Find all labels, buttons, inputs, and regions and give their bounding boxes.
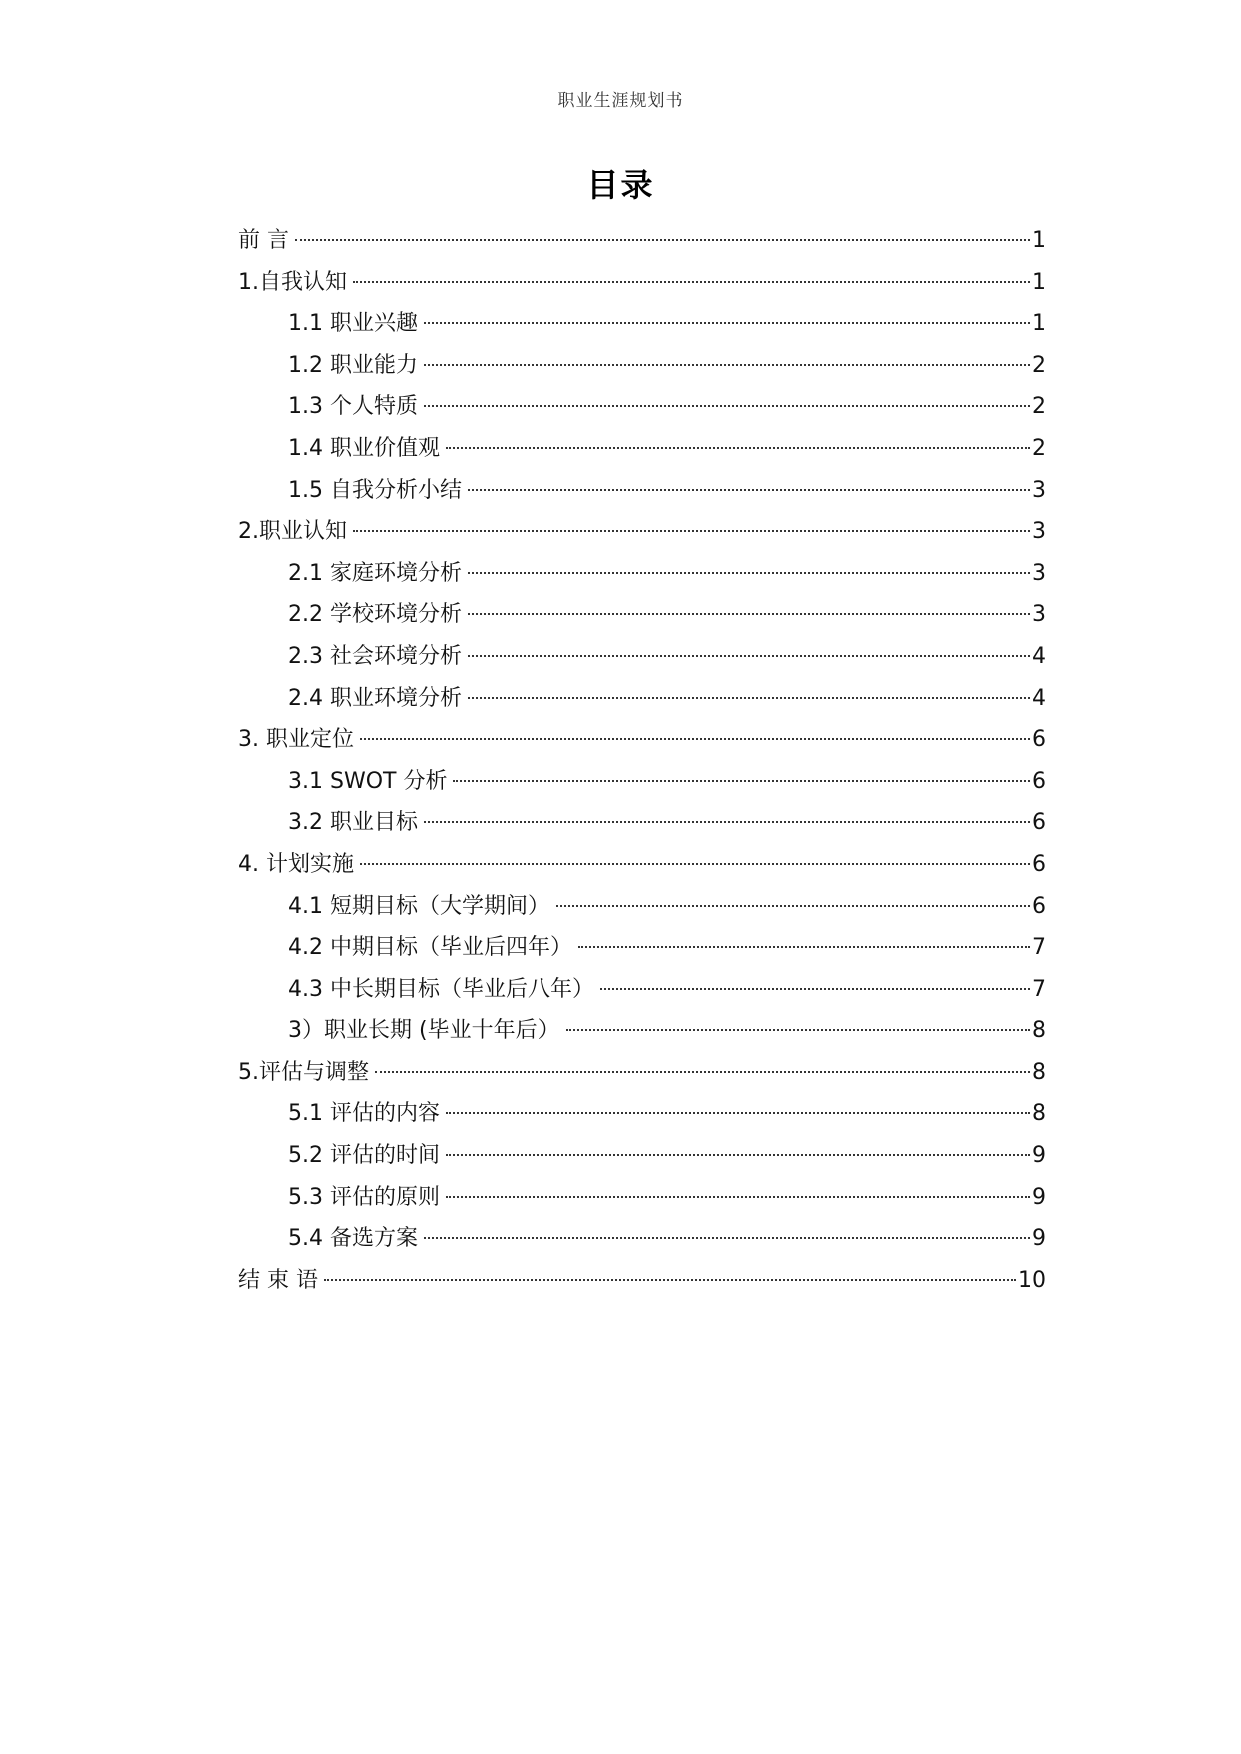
toc-entry-label: 4.3 中长期目标（毕业后八年） (288, 976, 594, 1002)
toc-entry-label: 1.2 职业能力 (288, 352, 418, 378)
toc-dot-leader (353, 530, 1030, 532)
toc-page-number: 8 (1032, 1018, 1046, 1044)
toc-dot-leader (360, 863, 1030, 865)
toc-entry-label: 4.2 中期目标（毕业后四年） (288, 935, 572, 961)
toc-page-number: 8 (1032, 1059, 1046, 1085)
toc-page-number: 1 (1032, 269, 1046, 295)
toc-entry[interactable] (238, 1135, 1046, 1177)
toc-entry-label: 2.3 社会环境分析 (288, 643, 462, 669)
toc-entry-label: 3）职业长期 (毕业十年后） (288, 1018, 560, 1044)
toc-dot-leader (324, 1279, 1016, 1281)
toc-entry[interactable] (238, 927, 1046, 969)
toc-dot-leader (446, 1196, 1030, 1198)
toc-dot-leader (468, 572, 1030, 574)
toc-page-number: 9 (1032, 1143, 1046, 1169)
toc-page-number: 1 (1032, 311, 1046, 337)
toc-page-number: 6 (1032, 893, 1046, 919)
toc-entry[interactable] (238, 511, 1046, 553)
toc-page-number: 1 (1032, 228, 1046, 253)
toc-entry-label: 3. 职业定位 (238, 727, 354, 753)
toc-entry[interactable] (238, 844, 1046, 886)
toc-dot-leader (578, 946, 1030, 948)
toc-dot-leader (453, 780, 1030, 782)
toc-dot-leader (424, 1237, 1030, 1239)
toc-entry-label: 1.1 职业兴趣 (288, 311, 418, 337)
toc-entry-label: 3.1 SWOT 分析 (288, 768, 448, 794)
toc-dot-leader (468, 489, 1030, 491)
toc-dot-leader (468, 613, 1030, 615)
toc-entry-label: 2.4 职业环境分析 (288, 685, 462, 711)
toc-entry[interactable] (238, 386, 1046, 428)
toc-dot-leader (446, 1112, 1030, 1114)
toc-page-number: 6 (1032, 727, 1046, 753)
toc-dot-leader (295, 239, 1030, 241)
table-of-contents (238, 220, 1046, 1301)
toc-entry[interactable] (238, 969, 1046, 1011)
toc-entry[interactable] (238, 1177, 1046, 1219)
toc-page-number: 4 (1032, 685, 1046, 711)
toc-dot-leader (424, 821, 1030, 823)
toc-entry-label: 4. 计划实施 (238, 851, 354, 877)
toc-page-number: 8 (1032, 1101, 1046, 1127)
toc-page-number: 2 (1032, 394, 1046, 420)
toc-entry[interactable] (238, 345, 1046, 387)
toc-entry[interactable] (238, 1010, 1046, 1052)
running-header: 职业生涯规划书 (557, 91, 684, 111)
toc-entry-label: 前 言 (238, 228, 289, 253)
toc-entry-label: 1.自我认知 (238, 269, 347, 295)
toc-entry-label: 2.1 家庭环境分析 (288, 560, 462, 586)
toc-entry[interactable] (238, 886, 1046, 928)
toc-page-number: 7 (1032, 976, 1046, 1002)
toc-page-number: 6 (1032, 768, 1046, 794)
toc-dot-leader (360, 738, 1030, 740)
toc-page-number: 3 (1032, 477, 1046, 503)
toc-page-number: 9 (1032, 1226, 1046, 1252)
toc-page-number: 3 (1032, 519, 1046, 545)
toc-dot-leader (446, 447, 1030, 449)
toc-entry[interactable] (238, 1218, 1046, 1260)
toc-entry-label: 2.2 学校环境分析 (288, 602, 462, 628)
toc-page-number: 9 (1032, 1184, 1046, 1210)
toc-page-number: 6 (1032, 851, 1046, 877)
toc-entry[interactable] (238, 1093, 1046, 1135)
toc-dot-leader (424, 364, 1030, 366)
toc-entry[interactable] (238, 678, 1046, 720)
toc-dot-leader (556, 905, 1030, 907)
toc-entry-label: 4.1 短期目标（大学期间） (288, 893, 550, 919)
toc-entry-label: 结 束 语 (238, 1267, 318, 1293)
toc-dot-leader (375, 1071, 1030, 1073)
toc-entry[interactable] (238, 262, 1046, 304)
toc-dot-leader (424, 405, 1030, 407)
toc-title: 目录 (586, 166, 655, 204)
toc-entry-label: 1.5 自我分析小结 (288, 477, 462, 503)
toc-dot-leader (566, 1029, 1030, 1031)
toc-entry[interactable] (238, 594, 1046, 636)
toc-entry[interactable] (238, 220, 1046, 262)
toc-entry-label: 5.4 备选方案 (288, 1226, 418, 1252)
toc-entry-label: 5.3 评估的原则 (288, 1184, 440, 1210)
toc-entry[interactable] (238, 1052, 1046, 1094)
toc-entry-label: 5.评估与调整 (238, 1059, 369, 1085)
toc-entry[interactable] (238, 719, 1046, 761)
toc-entry-label: 5.2 评估的时间 (288, 1143, 440, 1169)
toc-page-number: 4 (1032, 643, 1046, 669)
toc-dot-leader (468, 655, 1030, 657)
toc-entry-label: 5.1 评估的内容 (288, 1101, 440, 1127)
toc-entry-label: 1.3 个人特质 (288, 394, 418, 420)
toc-entry[interactable] (238, 802, 1046, 844)
toc-entry-label: 3.2 职业目标 (288, 810, 418, 836)
toc-page-number: 3 (1032, 560, 1046, 586)
toc-page-number: 6 (1032, 810, 1046, 836)
toc-entry[interactable] (238, 1260, 1046, 1302)
toc-page-number: 2 (1032, 435, 1046, 461)
toc-entry[interactable] (238, 470, 1046, 512)
toc-dot-leader (353, 281, 1030, 283)
toc-entry[interactable] (238, 761, 1046, 803)
toc-dot-leader (468, 697, 1030, 699)
toc-dot-leader (446, 1154, 1030, 1156)
toc-page-number: 10 (1018, 1267, 1046, 1293)
toc-entry[interactable] (238, 553, 1046, 595)
toc-entry[interactable] (238, 428, 1046, 470)
toc-entry[interactable] (238, 636, 1046, 678)
toc-dot-leader (600, 988, 1030, 990)
toc-page-number: 3 (1032, 602, 1046, 628)
toc-entry-label: 2.职业认知 (238, 519, 347, 545)
toc-page-number: 7 (1032, 935, 1046, 961)
toc-entry[interactable] (238, 303, 1046, 345)
toc-entry-label: 1.4 职业价值观 (288, 435, 440, 461)
toc-page-number: 2 (1032, 352, 1046, 378)
toc-dot-leader (424, 322, 1030, 324)
